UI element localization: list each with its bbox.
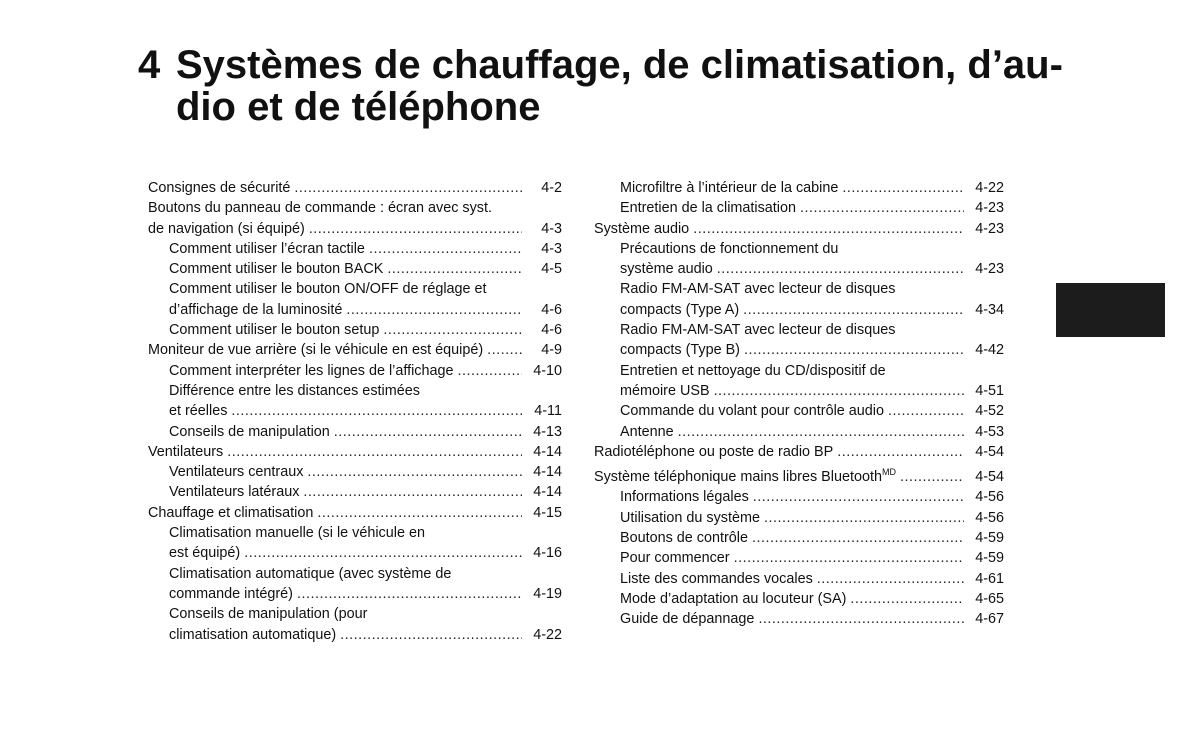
- toc-entry-label-text: commande intégré): [169, 585, 293, 602]
- toc-entry[interactable]: [148, 604, 562, 645]
- toc-entry-row: [620, 569, 1004, 589]
- toc-entry-label: [169, 361, 454, 381]
- toc-entry-label: [620, 589, 846, 609]
- toc-entry-label: [148, 503, 313, 523]
- toc-entry[interactable]: [594, 508, 1004, 528]
- toc-page-number: 4-6: [541, 322, 562, 339]
- toc-entry-label: [620, 609, 754, 629]
- toc-entry-row: [620, 609, 1004, 629]
- dot-leader: [800, 198, 964, 218]
- toc-entry[interactable]: [594, 198, 1004, 218]
- toc-entry[interactable]: [594, 442, 1004, 462]
- toc-entry[interactable]: [594, 239, 1004, 280]
- toc-entry-row: [169, 259, 562, 279]
- toc-entry-row: [620, 487, 1004, 507]
- toc-page-number: 4-52: [975, 403, 1004, 420]
- toc-entry-label: [620, 508, 760, 528]
- toc-entry[interactable]: [148, 178, 562, 198]
- toc-entry-label: [594, 442, 833, 462]
- toc-page-number: 4-2: [541, 180, 562, 196]
- toc-page-number: 4-11: [534, 403, 562, 420]
- toc-entry[interactable]: [148, 259, 562, 279]
- toc-entry-label-line: Boutons du panneau de commande : écran avec syst.: [148, 200, 492, 217]
- toc-entry-label-text: Informations légales: [620, 489, 749, 506]
- toc-entry-label: [169, 300, 342, 320]
- toc-entry[interactable]: [594, 589, 1004, 609]
- toc-page-number: 4-23: [975, 220, 1004, 237]
- toc-page-number: 4-10: [533, 362, 562, 379]
- toc-entry-label-text: Liste des commandes vocales: [620, 570, 813, 587]
- toc-entry[interactable]: [148, 320, 562, 340]
- toc-entry-label: [594, 219, 689, 239]
- toc-entry-label: [620, 300, 739, 320]
- toc-entry-label-text: Système audio: [594, 220, 690, 237]
- toc-entry-label-text: Mode d’adaptation au locuteur (SA): [620, 590, 847, 607]
- toc-page-number: 4-13: [533, 423, 562, 440]
- dot-leader: [714, 381, 964, 401]
- toc-entry-row: [169, 300, 562, 320]
- toc-entry-label-text: de navigation (si équipé): [148, 220, 305, 237]
- toc-entry-label: [148, 442, 223, 462]
- toc-entry-label: [148, 340, 483, 360]
- dot-leader: [369, 239, 522, 259]
- toc-entry-row: [620, 589, 1004, 609]
- toc-entry-row: [620, 340, 1004, 360]
- toc-page-number: 4-67: [975, 611, 1004, 628]
- toc-page-number: 4-14: [533, 484, 562, 501]
- toc-entry-row: [594, 219, 1004, 239]
- toc-entry-row: [620, 198, 1004, 218]
- toc-page-number: 4-14: [533, 464, 562, 481]
- dot-leader: [837, 442, 964, 462]
- toc-page-number: 4-56: [975, 509, 1004, 526]
- toc-entry-label: [620, 569, 813, 589]
- toc-entry-label-line: Climatisation automatique (avec système de: [169, 565, 452, 582]
- toc-entry-label: [620, 381, 710, 401]
- toc-entry[interactable]: [148, 442, 562, 462]
- dot-leader: [764, 508, 964, 528]
- toc-entry-label: [148, 178, 290, 198]
- toc-entry-row: [148, 442, 562, 462]
- toc-entry[interactable]: [594, 548, 1004, 568]
- toc-entry-label-text: Système téléphonique mains libres Bluetooth: [594, 469, 882, 486]
- toc-entry-label: [620, 198, 796, 218]
- dot-leader: [743, 300, 964, 320]
- dot-leader: [758, 609, 964, 629]
- dot-leader: [753, 487, 964, 507]
- toc-page-number: 4-14: [533, 443, 562, 460]
- toc-entry-label-text: Ventilateurs centraux: [169, 464, 304, 481]
- dot-leader: [717, 259, 964, 279]
- toc-page-number: 4-54: [975, 443, 1004, 460]
- dot-leader: [383, 320, 522, 340]
- toc-entry[interactable]: [594, 487, 1004, 507]
- toc-entry-label-text: Ventilateurs latéraux: [169, 484, 300, 501]
- toc-entry-row: [594, 442, 1004, 462]
- toc-page-number: 4-16: [533, 545, 562, 562]
- toc-page-number: 4-42: [975, 342, 1004, 359]
- toc-entry-label-text: Antenne: [620, 423, 674, 440]
- toc-entry-label-text: Radiotéléphone ou poste de radio BP: [594, 443, 834, 460]
- toc-entry[interactable]: [594, 569, 1004, 589]
- toc-entry-label-text: Chauffage et climatisation: [148, 504, 314, 521]
- toc-entry-label: [620, 340, 740, 360]
- dot-leader: [744, 340, 964, 360]
- dot-leader: [309, 219, 522, 239]
- toc-page-number: 4-5: [541, 261, 562, 278]
- toc-entry[interactable]: [148, 340, 562, 360]
- dot-leader: [458, 361, 523, 381]
- toc-entry-label: [620, 528, 748, 548]
- toc-entry[interactable]: [594, 422, 1004, 442]
- dot-leader: [307, 462, 522, 482]
- toc-entry-row: [594, 462, 1004, 487]
- toc-entry-label-text: Comment interpréter les lignes de l’affichage: [169, 362, 454, 379]
- toc-entry[interactable]: [594, 279, 1004, 320]
- toc-entry-label: [169, 482, 299, 502]
- toc-page-number: 4-51: [975, 382, 1004, 399]
- toc-entry-row: [620, 381, 1004, 401]
- chapter-number: 4: [138, 43, 161, 87]
- dot-leader: [227, 442, 522, 462]
- toc-entry-row: [620, 528, 1004, 548]
- toc-entry-row: [620, 422, 1004, 442]
- toc-entry-label-text: Boutons de contrôle: [620, 530, 749, 547]
- toc-entry[interactable]: [594, 320, 1004, 361]
- toc-page-number: 4-54: [975, 469, 1004, 486]
- toc-entry-label-text: d’affichage de la luminosité: [169, 301, 343, 318]
- toc-entry-label: [620, 487, 749, 507]
- toc-entry-label-text: Comment utiliser l’écran tactile: [169, 240, 365, 257]
- toc-entry-label: [169, 543, 240, 563]
- dot-leader: [752, 528, 964, 548]
- toc-entry[interactable]: [148, 462, 562, 482]
- toc-entry-label-line: Comment utiliser le bouton ON/OFF de réglage et: [169, 281, 487, 298]
- toc-entry-row: [169, 462, 562, 482]
- toc-entry-label: [169, 401, 227, 421]
- dot-leader: [231, 401, 522, 421]
- toc-page-number: 4-61: [975, 570, 1004, 587]
- dot-leader: [900, 467, 964, 487]
- toc-entry-label-text: Entretien de la climatisation: [620, 200, 796, 217]
- toc-entry-label-text: Consignes de sécurité: [148, 180, 291, 196]
- toc-entry-label-text: Comment utiliser le bouton setup: [169, 322, 380, 339]
- toc-page-number: 4-9: [541, 342, 562, 359]
- dot-leader: [678, 422, 964, 442]
- toc-entry-label-text: Commande du volant pour contrôle audio: [620, 403, 884, 420]
- toc-entry-label-text: climatisation automatique): [169, 626, 337, 643]
- toc-entry-row: [148, 219, 562, 239]
- toc-entry[interactable]: [148, 503, 562, 523]
- toc-entry-row: [169, 482, 562, 502]
- toc-entry-row: [148, 503, 562, 523]
- toc-entry-row: [169, 625, 562, 645]
- toc-page-number: 4-65: [975, 590, 1004, 607]
- toc-entry-label: [169, 259, 383, 279]
- toc-entry-label-text: compacts (Type B): [620, 342, 740, 359]
- toc-page-number: 4-19: [533, 585, 562, 602]
- toc-entry-label-text: et réelles: [169, 403, 228, 420]
- toc-page-number: 4-6: [541, 301, 562, 318]
- toc-entry-label: [169, 320, 379, 340]
- toc-entry[interactable]: [594, 401, 1004, 421]
- dot-leader: [297, 584, 522, 604]
- toc-page-number: 4-3: [541, 240, 562, 257]
- toc-entry-row: [169, 584, 562, 604]
- toc-entry-label: [620, 178, 838, 198]
- toc-entry-row: [620, 300, 1004, 320]
- toc-entry[interactable]: [594, 528, 1004, 548]
- dot-leader: [850, 589, 964, 609]
- toc-entry-label-text: Ventilateurs: [148, 443, 224, 460]
- toc-entry[interactable]: [148, 422, 562, 442]
- dot-leader: [244, 543, 522, 563]
- dot-leader: [303, 482, 522, 502]
- toc-page-number: 4-34: [975, 301, 1004, 318]
- toc-entry-label-text: Conseils de manipulation: [169, 423, 330, 440]
- toc-entry-label: [169, 422, 330, 442]
- chapter-title-line-1: Systèmes de chauffage, de climatisation, d’au-: [176, 43, 1063, 87]
- toc-entry-row: [169, 401, 562, 421]
- toc-page-number: 4-22: [533, 626, 562, 643]
- toc-entry-label: [620, 548, 730, 568]
- toc-entry-label-text: système audio: [620, 261, 713, 278]
- dot-leader: [346, 300, 522, 320]
- toc-entry-label-text: compacts (Type A): [620, 301, 740, 318]
- chapter-title-line-2: dio et de téléphone: [176, 85, 541, 129]
- dot-leader: [888, 401, 964, 421]
- toc-entry-label: [169, 239, 365, 259]
- toc-entry-label-line: Radio FM-AM-SAT avec lecteur de disques: [620, 281, 896, 298]
- toc-entry-label: [169, 462, 303, 482]
- toc-page-number: 4-59: [975, 530, 1004, 547]
- toc-page-number: 4-23: [975, 200, 1004, 217]
- toc-entry-label-line: Climatisation manuelle (si le véhicule en: [169, 525, 425, 542]
- toc-page-number: 4-56: [975, 489, 1004, 506]
- toc-entry[interactable]: [148, 482, 562, 502]
- dot-leader: [842, 178, 964, 198]
- toc-entry-row: [169, 422, 562, 442]
- toc-entry-label: [594, 462, 896, 487]
- toc-entry-label-text: Microfiltre à l’intérieur de la cabine: [620, 180, 839, 196]
- toc-entry-label-text: Guide de dépannage: [620, 611, 755, 628]
- toc-entry[interactable]: [594, 462, 1004, 487]
- toc-entry-row: [169, 239, 562, 259]
- toc-entry[interactable]: [148, 198, 562, 239]
- toc-left-column: [148, 178, 562, 645]
- toc-entry[interactable]: [148, 564, 562, 605]
- toc-entry-row: [148, 340, 562, 360]
- toc-entry-label-line: Radio FM-AM-SAT avec lecteur de disques: [620, 322, 896, 339]
- toc-entry-row: [169, 320, 562, 340]
- toc-entry-label: [620, 401, 884, 421]
- toc-entry-label: [169, 584, 293, 604]
- toc-entry-row: [169, 543, 562, 563]
- toc-entry-label-text: Utilisation du système: [620, 509, 760, 526]
- toc-entry-label-text: Moniteur de vue arrière (si le véhicule en est équipé): [148, 342, 484, 359]
- toc-entry-label-text: Pour commencer: [620, 550, 730, 567]
- toc-entry-label: [620, 422, 674, 442]
- toc-page-number: 4-53: [975, 423, 1004, 440]
- toc-entry[interactable]: [594, 219, 1004, 239]
- toc-entry-row: [620, 508, 1004, 528]
- toc-page-number: 4-59: [975, 550, 1004, 567]
- toc-entry[interactable]: [148, 279, 562, 320]
- toc-entry-label-text: Comment utiliser le bouton BACK: [169, 261, 384, 278]
- toc-page-number: 4-23: [975, 261, 1004, 278]
- toc-entry-row: [620, 548, 1004, 568]
- toc-entry-row: [620, 178, 1004, 198]
- dot-leader: [487, 340, 522, 360]
- dot-leader: [334, 422, 522, 442]
- toc-entry[interactable]: [148, 381, 562, 422]
- toc-entry-label: [620, 259, 713, 279]
- dot-leader: [317, 503, 522, 523]
- toc-entry-label-text: mémoire USB: [620, 382, 710, 399]
- toc-entry-row: [620, 401, 1004, 421]
- toc-entry-label-line: Différence entre les distances estimées: [169, 382, 420, 399]
- toc-entry-row: [169, 361, 562, 381]
- dot-leader: [294, 178, 522, 198]
- toc-page-number: 4-22: [975, 180, 1004, 196]
- dot-leader: [817, 569, 964, 589]
- toc-page-number: 4-15: [533, 504, 562, 521]
- toc-entry-label-line: Entretien et nettoyage du CD/dispositif de: [620, 362, 886, 379]
- toc-entry-label-text: est équipé): [169, 545, 241, 562]
- toc-entry-label: [169, 625, 336, 645]
- toc-entry[interactable]: [594, 609, 1004, 629]
- dot-leader: [387, 259, 522, 279]
- toc-entry-row: [148, 178, 562, 198]
- toc-entry[interactable]: [594, 361, 1004, 402]
- dot-leader: [734, 548, 964, 568]
- toc-entry-label: [148, 219, 305, 239]
- toc-entry[interactable]: [148, 239, 562, 259]
- toc-entry[interactable]: [148, 361, 562, 381]
- toc-right-column: [594, 178, 1004, 630]
- chapter-thumb-tab: [1056, 283, 1165, 337]
- trademark-superscript: MD: [881, 467, 896, 478]
- toc-entry-label-line: Précautions de fonctionnement du: [620, 240, 839, 257]
- toc-entry-label-line: Conseils de manipulation (pour: [169, 606, 368, 623]
- dot-leader: [340, 625, 522, 645]
- toc-entry[interactable]: [148, 523, 562, 564]
- toc-entry-row: [620, 259, 1004, 279]
- dot-leader: [693, 219, 964, 239]
- toc-entry[interactable]: [594, 178, 1004, 198]
- toc-page-number: 4-3: [541, 220, 562, 237]
